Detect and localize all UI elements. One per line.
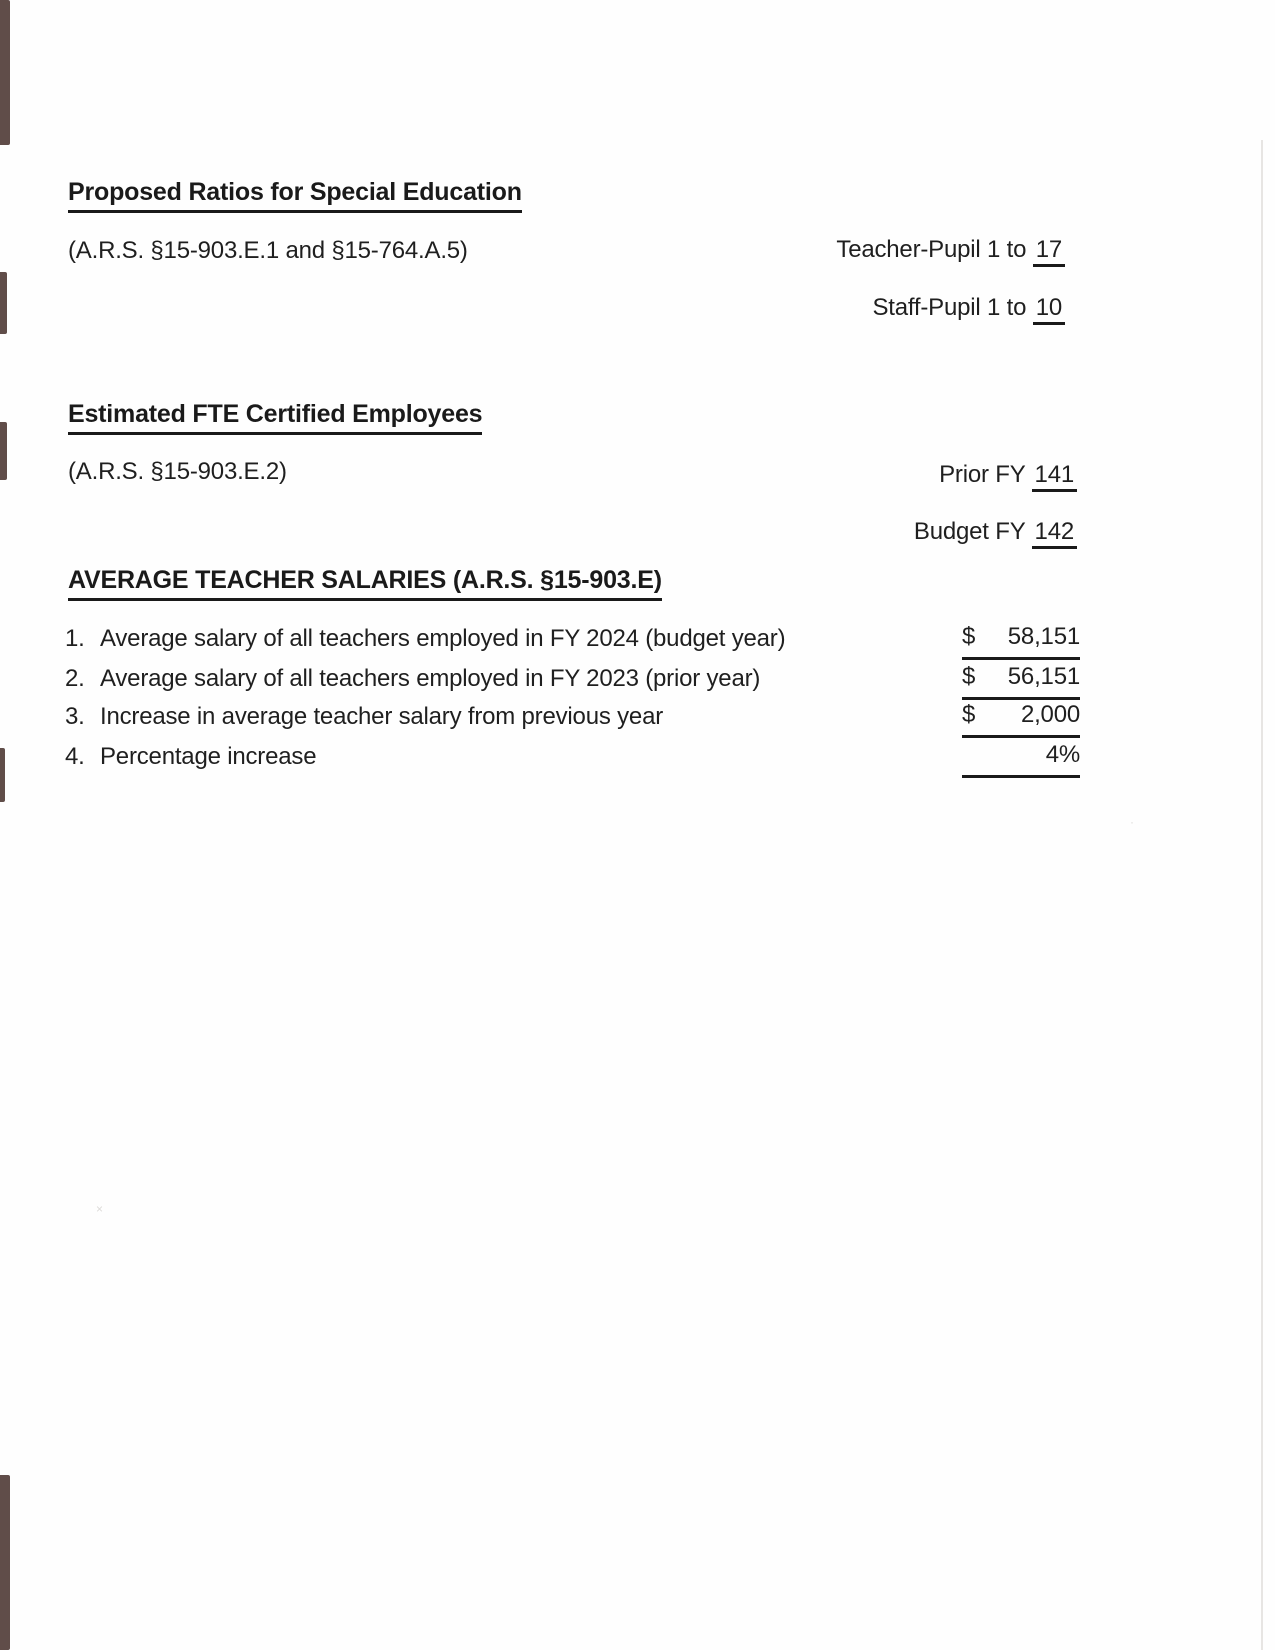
salary-item-number: 2. [65, 665, 85, 692]
scan-artifact-edge-mark [0, 422, 7, 480]
salary-item-number: 1. [65, 625, 85, 652]
scan-artifact-speck: · [1130, 815, 1134, 829]
salary-item-value: 58,151 [1007, 623, 1080, 650]
budget-fy-value: 142 [1032, 518, 1077, 549]
salary-item-value-box [962, 623, 1080, 660]
salary-item-text: Percentage increase [100, 743, 317, 770]
salary-item-value: 4% [1045, 741, 1080, 768]
scan-artifact-page-edge-line [1261, 140, 1263, 1650]
budget-fy-label: Budget FY [913, 518, 1026, 545]
salary-item-row [65, 625, 1080, 660]
scan-artifact-edge-mark [0, 748, 5, 802]
salary-item-value-box [962, 663, 1080, 700]
fte-statute-reference: (A.R.S. §15-903.E.2) [68, 458, 287, 485]
salary-item-row [65, 743, 1080, 778]
budget-fy-line [914, 518, 1077, 546]
scan-artifact-speck: × [96, 1202, 103, 1216]
salary-item-number: 3. [65, 703, 85, 730]
salary-item-text: Average salary of all teachers employed in FY 2023 (prior year) [100, 665, 761, 692]
scan-artifact-edge-mark [0, 272, 7, 334]
salary-item-value-box [962, 701, 1080, 738]
salary-item-value: 56,151 [1007, 663, 1080, 690]
currency-symbol: $ [962, 663, 976, 690]
currency-symbol: $ [962, 701, 976, 728]
prior-fy-line [939, 461, 1077, 489]
salary-item-text: Increase in average teacher salary from previous year [100, 703, 664, 730]
salary-item-value-box [962, 741, 1080, 778]
salary-item-text: Average salary of all teachers employed in FY 2024 (budget year) [100, 625, 786, 652]
staff-pupil-ratio-label: Staff-Pupil 1 to [872, 294, 1027, 321]
ratios-section-heading: Proposed Ratios for Special Education [68, 178, 522, 213]
prior-fy-value: 141 [1032, 461, 1077, 492]
salary-item-row [65, 703, 1080, 738]
teacher-pupil-ratio-label: Teacher-Pupil 1 to [836, 236, 1027, 263]
teacher-pupil-ratio-value: 17 [1033, 236, 1065, 267]
currency-symbol: $ [962, 623, 976, 650]
prior-fy-label: Prior FY [939, 461, 1026, 488]
staff-pupil-ratio-value: 10 [1033, 294, 1065, 325]
salaries-section-heading: AVERAGE TEACHER SALARIES (A.R.S. §15-903.E) [68, 566, 662, 601]
salary-item-number: 4. [65, 743, 85, 770]
ratios-statute-reference: (A.R.S. §15-903.E.1 and §15-764.A.5) [68, 237, 468, 264]
salary-item-value: 2,000 [1020, 701, 1080, 728]
staff-pupil-ratio-line [872, 294, 1065, 322]
scan-artifact-edge-mark [0, 0, 10, 145]
fte-section-heading: Estimated FTE Certified Employees [68, 400, 482, 435]
salary-item-row [65, 665, 1080, 700]
scan-artifact-edge-mark [0, 1475, 10, 1650]
teacher-pupil-ratio-line [836, 236, 1065, 264]
